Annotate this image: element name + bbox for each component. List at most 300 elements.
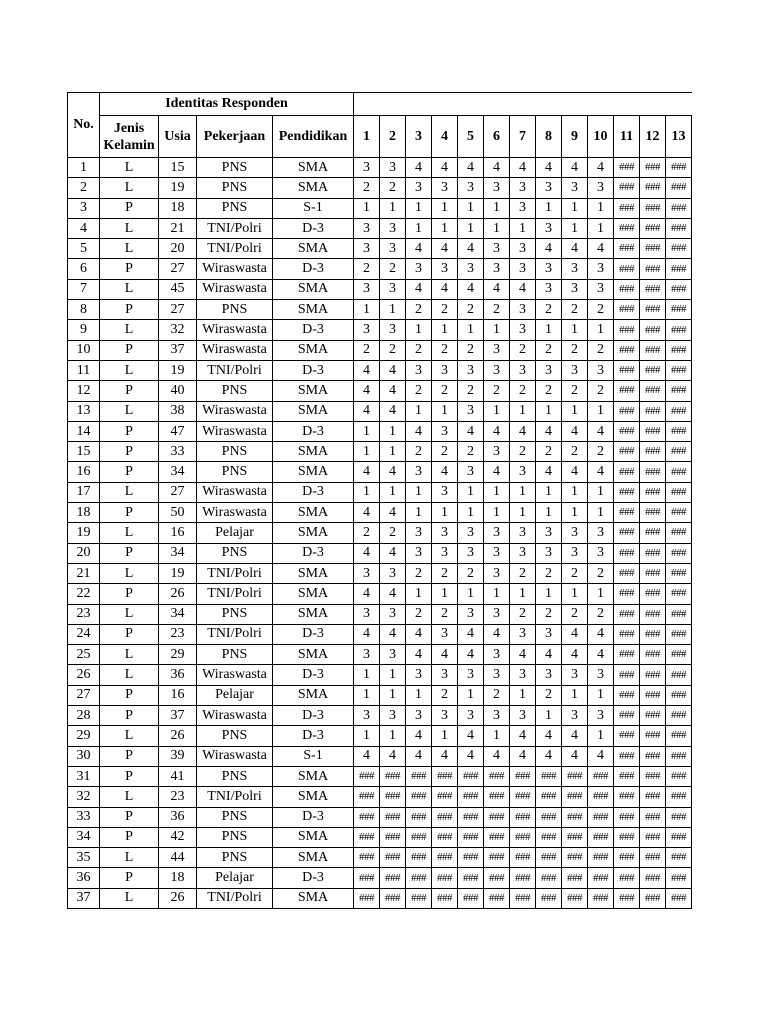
table-row [68, 543, 692, 563]
cell-score: 1 [510, 685, 536, 705]
cell-score: ### [640, 726, 666, 746]
cell-score: 1 [406, 503, 432, 523]
cell-usia: 36 [159, 665, 197, 685]
cell-pendidikan: SMA [273, 462, 354, 482]
cell-pendidikan: SMA [273, 787, 354, 807]
cell-score: 4 [432, 462, 458, 482]
cell-score: 2 [406, 381, 432, 401]
cell-score: ### [614, 239, 640, 259]
cell-score: ### [562, 787, 588, 807]
cell-no: 16 [68, 462, 100, 482]
cell-score: ### [640, 462, 666, 482]
cell-jenis-kelamin: P [100, 300, 159, 320]
cell-jenis-kelamin: L [100, 665, 159, 685]
cell-score: 4 [562, 645, 588, 665]
header-item: 8 [536, 116, 562, 158]
cell-no: 21 [68, 563, 100, 583]
cell-score: ### [614, 827, 640, 847]
cell-score: ### [406, 807, 432, 827]
table-row [68, 442, 692, 462]
cell-score: 4 [588, 624, 614, 644]
cell-no: 7 [68, 279, 100, 299]
cell-pekerjaan: PNS [197, 158, 273, 178]
table-row [68, 401, 692, 421]
cell-score: 4 [380, 401, 406, 421]
cell-usia: 18 [159, 198, 197, 218]
cell-score: 1 [588, 482, 614, 502]
cell-score: ### [354, 787, 380, 807]
cell-usia: 34 [159, 462, 197, 482]
cell-score: 3 [536, 218, 562, 238]
cell-no: 32 [68, 787, 100, 807]
cell-pendidikan: SMA [273, 563, 354, 583]
cell-score: ### [562, 848, 588, 868]
cell-score: 1 [484, 218, 510, 238]
cell-score: 1 [406, 198, 432, 218]
cell-score: 4 [354, 462, 380, 482]
cell-score: 1 [484, 726, 510, 746]
cell-jenis-kelamin: P [100, 584, 159, 604]
cell-score: 1 [536, 584, 562, 604]
cell-usia: 19 [159, 360, 197, 380]
table-row [68, 320, 692, 340]
cell-pendidikan: SMA [273, 340, 354, 360]
cell-pendidikan: D-3 [273, 421, 354, 441]
cell-score: 1 [484, 198, 510, 218]
cell-score: ### [666, 706, 692, 726]
cell-score: 1 [458, 198, 484, 218]
cell-usia: 36 [159, 807, 197, 827]
cell-score: ### [666, 442, 692, 462]
cell-score: 1 [354, 726, 380, 746]
cell-score: ### [640, 158, 666, 178]
cell-score: ### [640, 563, 666, 583]
header-item: 2 [380, 116, 406, 158]
cell-score: 2 [588, 604, 614, 624]
cell-usia: 44 [159, 848, 197, 868]
cell-score: 3 [380, 563, 406, 583]
cell-score: ### [666, 868, 692, 888]
cell-score: 2 [510, 442, 536, 462]
cell-score: 4 [588, 462, 614, 482]
cell-score: 3 [380, 706, 406, 726]
cell-jenis-kelamin: P [100, 746, 159, 766]
cell-score: 3 [510, 320, 536, 340]
cell-score: 3 [354, 563, 380, 583]
cell-score: 3 [458, 360, 484, 380]
cell-score: ### [666, 563, 692, 583]
cell-score: ### [640, 624, 666, 644]
cell-score: 3 [562, 178, 588, 198]
cell-score: ### [666, 218, 692, 238]
cell-score: ### [614, 503, 640, 523]
cell-score: 2 [588, 340, 614, 360]
cell-score: 2 [510, 340, 536, 360]
cell-jenis-kelamin: L [100, 848, 159, 868]
cell-score: ### [458, 868, 484, 888]
cell-score: ### [562, 807, 588, 827]
cell-score: 4 [406, 239, 432, 259]
cell-score: ### [588, 868, 614, 888]
cell-score: ### [406, 848, 432, 868]
cell-pendidikan: SMA [273, 503, 354, 523]
cell-no: 26 [68, 665, 100, 685]
cell-score: 2 [484, 300, 510, 320]
cell-no: 35 [68, 848, 100, 868]
cell-score: 3 [458, 523, 484, 543]
cell-score: ### [666, 645, 692, 665]
cell-score: ### [640, 279, 666, 299]
cell-score: ### [640, 848, 666, 868]
cell-score: 3 [536, 279, 562, 299]
cell-score: 2 [458, 300, 484, 320]
cell-score: 2 [536, 381, 562, 401]
cell-score: 3 [458, 604, 484, 624]
cell-score: 2 [562, 300, 588, 320]
cell-score: 2 [562, 340, 588, 360]
cell-score: ### [666, 158, 692, 178]
cell-score: ### [640, 239, 666, 259]
cell-usia: 34 [159, 604, 197, 624]
cell-pekerjaan: Wiraswasta [197, 665, 273, 685]
cell-pekerjaan: PNS [197, 381, 273, 401]
cell-score: 4 [536, 746, 562, 766]
cell-score: ### [640, 198, 666, 218]
cell-score: ### [484, 848, 510, 868]
cell-score: 1 [432, 584, 458, 604]
header-item: 10 [588, 116, 614, 158]
cell-pendidikan: D-3 [273, 868, 354, 888]
cell-score: 1 [406, 320, 432, 340]
cell-score: ### [640, 807, 666, 827]
cell-usia: 50 [159, 503, 197, 523]
cell-score: ### [562, 868, 588, 888]
table-row [68, 300, 692, 320]
cell-jenis-kelamin: P [100, 421, 159, 441]
header-item: 4 [432, 116, 458, 158]
cell-no: 19 [68, 523, 100, 543]
cell-score: 2 [536, 340, 562, 360]
cell-pekerjaan: PNS [197, 807, 273, 827]
cell-no: 31 [68, 766, 100, 786]
cell-score: 3 [406, 178, 432, 198]
cell-score: ### [432, 787, 458, 807]
cell-score: ### [640, 401, 666, 421]
cell-usia: 38 [159, 401, 197, 421]
cell-score: 3 [510, 665, 536, 685]
cell-score: ### [614, 848, 640, 868]
cell-pekerjaan: TNI/Polri [197, 624, 273, 644]
header-identitas-responden: Identitas Responden [100, 93, 354, 116]
cell-jenis-kelamin: L [100, 360, 159, 380]
cell-score: 3 [380, 320, 406, 340]
cell-no: 8 [68, 300, 100, 320]
cell-score: 3 [458, 401, 484, 421]
cell-score: ### [640, 827, 666, 847]
table-row [68, 848, 692, 868]
cell-score: 4 [458, 746, 484, 766]
cell-score: 1 [562, 584, 588, 604]
cell-score: 4 [432, 746, 458, 766]
cell-score: ### [510, 807, 536, 827]
cell-score: ### [666, 300, 692, 320]
header-item: 3 [406, 116, 432, 158]
cell-score: 4 [588, 158, 614, 178]
cell-score: 2 [484, 381, 510, 401]
cell-score: ### [666, 807, 692, 827]
cell-score: ### [614, 888, 640, 908]
cell-score: ### [614, 807, 640, 827]
cell-score: 1 [380, 726, 406, 746]
cell-score: ### [666, 421, 692, 441]
cell-score: ### [666, 198, 692, 218]
cell-score: ### [640, 645, 666, 665]
cell-score: 3 [458, 543, 484, 563]
header-item: 1 [354, 116, 380, 158]
cell-score: 1 [432, 320, 458, 340]
cell-score: ### [666, 259, 692, 279]
cell-score: ### [640, 421, 666, 441]
cell-jenis-kelamin: L [100, 563, 159, 583]
cell-score: 4 [406, 279, 432, 299]
cell-pendidikan: SMA [273, 584, 354, 604]
cell-score: ### [432, 888, 458, 908]
cell-score: ### [536, 787, 562, 807]
cell-score: 1 [406, 584, 432, 604]
cell-score: ### [458, 787, 484, 807]
cell-score: ### [484, 787, 510, 807]
cell-score: 3 [536, 259, 562, 279]
cell-score: 3 [510, 624, 536, 644]
cell-score: ### [432, 827, 458, 847]
cell-score: 3 [484, 442, 510, 462]
cell-jenis-kelamin: P [100, 685, 159, 705]
cell-usia: 26 [159, 888, 197, 908]
cell-jenis-kelamin: P [100, 198, 159, 218]
cell-score: 1 [354, 685, 380, 705]
cell-score: ### [614, 645, 640, 665]
cell-score: ### [380, 787, 406, 807]
header-row-columns [68, 116, 692, 158]
cell-pendidikan: SMA [273, 381, 354, 401]
cell-score: ### [640, 766, 666, 786]
cell-score: 3 [406, 665, 432, 685]
cell-pekerjaan: Wiraswasta [197, 421, 273, 441]
cell-score: ### [666, 320, 692, 340]
table-row [68, 218, 692, 238]
cell-score: 1 [588, 401, 614, 421]
cell-score: 4 [536, 645, 562, 665]
cell-score: ### [380, 827, 406, 847]
cell-score: 1 [588, 218, 614, 238]
cell-score: 4 [484, 421, 510, 441]
cell-score: ### [640, 442, 666, 462]
cell-score: 4 [354, 543, 380, 563]
cell-score: 2 [406, 563, 432, 583]
table-row [68, 685, 692, 705]
cell-score: ### [588, 848, 614, 868]
cell-usia: 23 [159, 787, 197, 807]
cell-jenis-kelamin: L [100, 178, 159, 198]
cell-pekerjaan: TNI/Polri [197, 787, 273, 807]
cell-score: 1 [380, 665, 406, 685]
cell-score: 3 [380, 158, 406, 178]
cell-score: 1 [562, 482, 588, 502]
cell-score: ### [614, 706, 640, 726]
cell-score: 1 [484, 320, 510, 340]
cell-pendidikan: D-3 [273, 218, 354, 238]
cell-score: 2 [562, 381, 588, 401]
table-row [68, 624, 692, 644]
cell-score: 3 [562, 360, 588, 380]
cell-score: 1 [510, 401, 536, 421]
cell-jenis-kelamin: L [100, 888, 159, 908]
cell-jenis-kelamin: L [100, 401, 159, 421]
cell-jenis-kelamin: P [100, 868, 159, 888]
cell-score: 1 [432, 218, 458, 238]
cell-pendidikan: SMA [273, 442, 354, 462]
cell-score: 4 [380, 543, 406, 563]
table-row [68, 239, 692, 259]
cell-usia: 37 [159, 340, 197, 360]
cell-score: 3 [484, 604, 510, 624]
cell-pendidikan: SMA [273, 279, 354, 299]
cell-score: ### [640, 381, 666, 401]
cell-usia: 15 [159, 158, 197, 178]
cell-score: 4 [380, 462, 406, 482]
cell-score: ### [640, 868, 666, 888]
cell-score: 3 [510, 259, 536, 279]
header-item: 12 [640, 116, 666, 158]
cell-pendidikan: SMA [273, 523, 354, 543]
cell-score: 3 [510, 706, 536, 726]
cell-score: ### [354, 848, 380, 868]
cell-score: 2 [588, 442, 614, 462]
cell-score: ### [354, 868, 380, 888]
cell-score: 1 [536, 503, 562, 523]
cell-score: 1 [458, 685, 484, 705]
cell-score: 4 [354, 401, 380, 421]
cell-score: ### [666, 746, 692, 766]
cell-usia: 34 [159, 543, 197, 563]
cell-score: 2 [536, 685, 562, 705]
cell-score: ### [614, 665, 640, 685]
cell-score: 3 [510, 198, 536, 218]
cell-score: 2 [588, 300, 614, 320]
cell-score: ### [484, 868, 510, 888]
cell-score: ### [640, 685, 666, 705]
cell-pekerjaan: PNS [197, 726, 273, 746]
cell-score: 2 [510, 604, 536, 624]
cell-score: 4 [432, 645, 458, 665]
cell-no: 18 [68, 503, 100, 523]
cell-score: 4 [354, 503, 380, 523]
cell-score: ### [432, 848, 458, 868]
cell-score: 4 [354, 584, 380, 604]
cell-score: 4 [510, 158, 536, 178]
cell-jenis-kelamin: P [100, 543, 159, 563]
cell-jenis-kelamin: P [100, 259, 159, 279]
cell-score: ### [666, 178, 692, 198]
cell-usia: 42 [159, 827, 197, 847]
cell-score: 3 [354, 320, 380, 340]
cell-score: 4 [432, 239, 458, 259]
cell-score: ### [666, 584, 692, 604]
cell-score: 4 [510, 645, 536, 665]
table-row [68, 868, 692, 888]
cell-score: 3 [510, 523, 536, 543]
cell-score: ### [614, 462, 640, 482]
table-row [68, 158, 692, 178]
cell-score: ### [614, 726, 640, 746]
cell-score: 3 [354, 158, 380, 178]
cell-pekerjaan: Wiraswasta [197, 320, 273, 340]
cell-score: ### [458, 807, 484, 827]
cell-score: 4 [562, 462, 588, 482]
header-items-blank [354, 93, 692, 116]
cell-score: 3 [562, 523, 588, 543]
cell-score: 3 [458, 706, 484, 726]
cell-score: 3 [510, 543, 536, 563]
cell-usia: 18 [159, 868, 197, 888]
cell-no: 36 [68, 868, 100, 888]
cell-score: ### [614, 401, 640, 421]
cell-score: 1 [588, 685, 614, 705]
cell-score: ### [640, 503, 666, 523]
cell-score: 4 [510, 726, 536, 746]
table-row [68, 462, 692, 482]
cell-score: 4 [510, 421, 536, 441]
cell-score: 4 [562, 239, 588, 259]
table-row [68, 563, 692, 583]
cell-jenis-kelamin: P [100, 706, 159, 726]
cell-score: 3 [432, 624, 458, 644]
cell-score: 3 [432, 178, 458, 198]
cell-score: 1 [406, 401, 432, 421]
cell-score: ### [614, 259, 640, 279]
cell-score: ### [380, 807, 406, 827]
cell-pekerjaan: Pelajar [197, 685, 273, 705]
cell-score: 3 [354, 239, 380, 259]
cell-score: ### [640, 746, 666, 766]
cell-score: 3 [432, 482, 458, 502]
cell-score: ### [640, 787, 666, 807]
cell-pekerjaan: Wiraswasta [197, 340, 273, 360]
cell-score: 4 [562, 624, 588, 644]
cell-score: 1 [484, 503, 510, 523]
cell-pekerjaan: Wiraswasta [197, 746, 273, 766]
cell-no: 10 [68, 340, 100, 360]
cell-score: 4 [406, 421, 432, 441]
cell-score: 3 [588, 279, 614, 299]
table-row [68, 746, 692, 766]
cell-score: 3 [510, 360, 536, 380]
cell-score: 3 [510, 239, 536, 259]
cell-usia: 23 [159, 624, 197, 644]
cell-score: 1 [406, 482, 432, 502]
cell-score: ### [614, 198, 640, 218]
cell-pekerjaan: Wiraswasta [197, 259, 273, 279]
cell-score: 4 [406, 158, 432, 178]
cell-jenis-kelamin: P [100, 827, 159, 847]
cell-no: 14 [68, 421, 100, 441]
cell-score: 4 [588, 239, 614, 259]
cell-score: 3 [484, 239, 510, 259]
cell-pendidikan: SMA [273, 158, 354, 178]
cell-pendidikan: S-1 [273, 198, 354, 218]
cell-score: ### [640, 360, 666, 380]
cell-usia: 39 [159, 746, 197, 766]
